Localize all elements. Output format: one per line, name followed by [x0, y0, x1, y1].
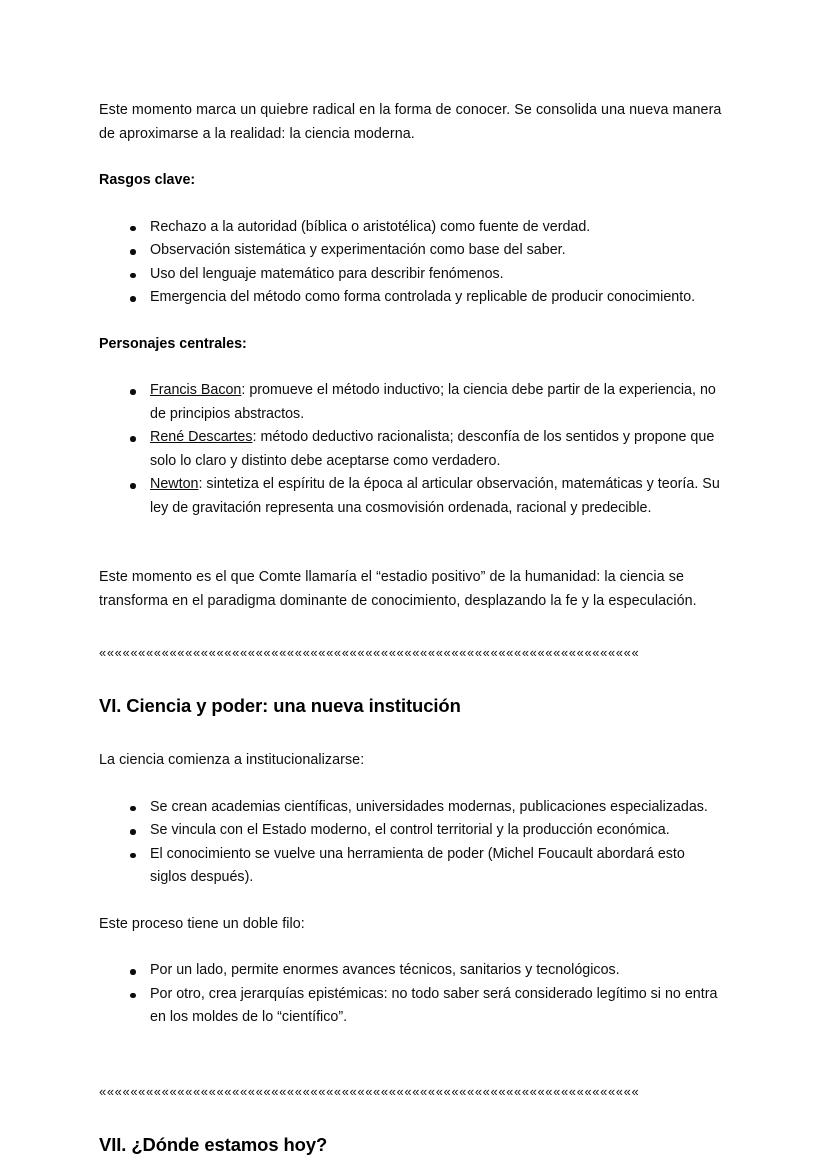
spacer [99, 936, 725, 959]
personajes-centrales-heading: Personajes centrales: [99, 335, 247, 352]
person-name: René Descartes [150, 429, 253, 445]
spacer [99, 1102, 725, 1132]
spacer [99, 193, 725, 216]
list-item: Por un lado, permite enormes avances técnicos, sanitarios y tecnológicos. [99, 959, 725, 983]
list-item: Observación sistemática y experimentación como base del saber. [99, 239, 725, 263]
spacer [99, 890, 725, 913]
person-name: Newton [150, 476, 199, 492]
section-vi-second-list [99, 959, 725, 1030]
rasgos-clave-list [99, 216, 725, 310]
spacer [99, 146, 725, 169]
list-item: Emergencia del método como forma controlada y replicable de producir conocimiento. [99, 286, 725, 310]
comte-paragraph: Este momento es el que Comte llamaría el “estadio positivo” de la humanidad: la ciencia se transforma en el paradigma dominante de conocimiento, desplazando la fe y la especulación. [99, 569, 697, 609]
section-vi-list [99, 796, 725, 890]
list-item: Rechazo a la autoridad (bíblica o aristotélica) como fuente de verdad. [99, 216, 725, 240]
person-description: : sintetiza el espíritu de la época al articular observación, matemáticas y teoría. Su ley de gravitación representa una cosmovisión ordenada, racional y predecible. [150, 476, 720, 516]
list-item: Uso del lenguaje matemático para describir fenómenos. [99, 263, 725, 287]
intro-paragraph: Este momento marca un quiebre radical en la forma de conocer. Se consolida una nueva manera de aproximarse a la realidad: la ciencia moderna. [99, 102, 722, 142]
spacer [99, 310, 725, 333]
list-item: Se vincula con el Estado moderno, el control territorial y la producción económica. [99, 819, 725, 843]
list-item: El conocimiento se vuelve una herramienta de poder (Michel Foucault abordará esto siglos después). [99, 843, 725, 890]
person-description: : promueve el método inductivo; la ciencia debe partir de la experiencia, no de principios abstractos. [150, 382, 716, 422]
section-vi-second-lead: Este proceso tiene un doble filo: [99, 915, 305, 932]
list-item: Se crean academias científicas, universidades modernas, publicaciones especializadas. [99, 796, 725, 820]
section-vi-heading: VI. Ciencia y poder: una nueva institución [99, 695, 461, 716]
list-item: Por otro, crea jerarquías epistémicas: no todo saber será considerado legítimo si no entra en los moldes de lo “científico”. [99, 983, 725, 1030]
spacer [99, 613, 725, 643]
spacer [99, 520, 725, 566]
spacer [99, 1030, 725, 1082]
list-item [99, 379, 725, 426]
person-name: Francis Bacon [150, 382, 242, 398]
personajes-centrales-list [99, 379, 725, 520]
section-divider: ««««««««««««««««««««««««««««««««««««««««««««««««««««««««««««««««««««« [99, 1083, 640, 1099]
list-item [99, 473, 725, 520]
section-vi-lead-paragraph: La ciencia comienza a institucionalizarse: [99, 752, 365, 768]
document-content [99, 99, 725, 1158]
section-vii-heading: VII. ¿Dónde estamos hoy? [99, 1133, 328, 1155]
spacer [99, 773, 725, 796]
section-divider: ««««««««««««««««««««««««««««««««««««««««««««««««««««««««««««««««««««« [99, 645, 640, 660]
list-item [99, 426, 725, 473]
spacer [99, 356, 725, 379]
spacer [99, 719, 725, 749]
rasgos-clave-heading: Rasgos clave: [99, 172, 196, 188]
person-description: : método deductivo racionalista; desconfía de los sentidos y propone que solo lo claro y distinto debe aceptarse como verdadero. [150, 429, 715, 469]
spacer [99, 663, 725, 693]
